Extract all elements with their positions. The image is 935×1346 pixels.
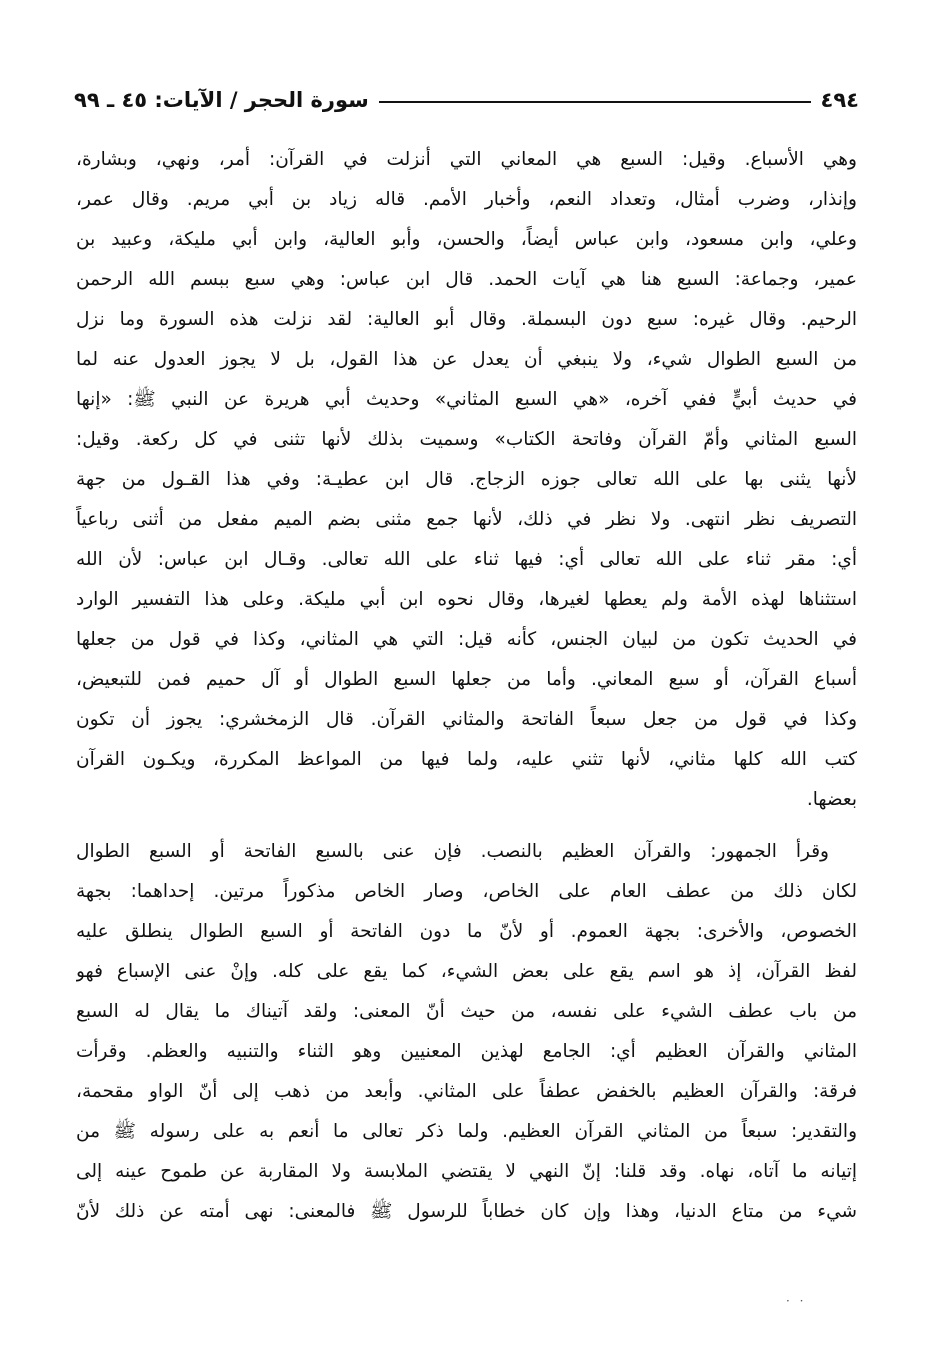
paragraph-2 — [76, 832, 857, 1232]
scan-speck: · · — [786, 1294, 807, 1308]
text-line: كتب الله كلها مثاني، لأنها تثني عليه، ولما فيها من المواعظ المكررة، ويكـون القرآن — [76, 749, 857, 770]
text-line: شيء من متاع الدنيا، وهذا وإن كان خطاباً للرسول ﷺ فالمعنى: نهى أمته عن ذلك لأنّ — [76, 1201, 857, 1222]
text-line: من السبع الطوال شيء، ولا ينبغي أن يعدل عن هذا القول، بل لا يجوز العدول عنه لما — [76, 349, 857, 370]
text-line: لأنها يثنى بها على الله تعالى جوزه الزجاج. قال ابن عطيـة: وفي هذا القـول من جهة — [76, 469, 857, 490]
surah-title: سورة الحجر / الآيات: ٤٥ ـ ٩٩ — [74, 88, 369, 112]
text-line: أسباع القرآن، أو سبع المعاني. وأما من جعلها السبع الطوال أو آل حميم فمن للتبعيض، — [76, 669, 857, 690]
text-line: في حديث أبيٍّ ففي آخره، «هي السبع المثاني» وحديث أبي هريرة عن النبي ﷺ: «إنها — [76, 389, 857, 410]
text-line: وإنذار، وضرب أمثال، وتعداد النعم، وأخبار الأمم. قاله زياد بن أبي مريم. وقال عمر، — [76, 189, 857, 210]
text-line: أي: مقر ثناء على الله تعالى أي: فيها ثناء على الله تعالى. وقـال ابن عباس: لأن الله — [76, 549, 857, 570]
text-line: السبع المثاني وأمّ القرآن وفاتحة الكتاب» وسميت بذلك لأنها تثنى في كل ركعة. وقيل: — [76, 429, 857, 450]
text-line: وعلي، وابن مسعود، وابن عباس أيضاً، والحسن، وأبو العالية، وابن أبي مليكة، وعبيد بن — [76, 229, 857, 250]
text-line: بعضها. — [806, 789, 857, 810]
header-rule — [379, 101, 811, 103]
text-line: وقرأ الجمهور: والقرآن العظيم بالنصب. فإن عنى بالسبع الفاتحة أو السبع الطوال — [76, 841, 829, 862]
text-line: المثاني والقرآن العظيم أي: الجامع لهذين المعنيين وهو الثناء والتنبيه والعظم. وقرأت — [76, 1041, 857, 1062]
text-line: لكان ذلك من عطف العام على الخاص، وصار الخاص مذكوراً مرتين. إحداهما: بجهة — [76, 881, 857, 902]
text-line: التصريف نظر انتهى. ولا نظر في ذلك، لأنها جمع مثنى بضم الميم مفعل من أثنى رباعياً — [76, 509, 857, 530]
body-text — [76, 140, 857, 1232]
text-line: وكذا في قول من جعل سبعاً الفاتحة والمثاني القرآن. قال الزمخشري: يجوز أن تكون — [76, 709, 857, 730]
text-line: والتقدير: سبعاً من المثاني القرآن العظيم. ولما ذكر تعالى ما أنعم به على رسوله ﷺ من — [76, 1121, 857, 1142]
page-number: ٤٩٤ — [820, 88, 859, 112]
text-line: الرحيم. وقال غيره: سبع دون البسملة. وقال أبو العالية: لقد نزلت هذه السورة وما نزل — [76, 309, 857, 330]
text-line: فرقة: والقرآن العظيم بالخفض عطفاً على المثاني. وأبعد من ذهب إلى أنّ الواو مقحمة، — [76, 1081, 857, 1102]
text-line: الخصوص، والأخرى: بجهة العموم. أو لأنّ ما دون الفاتحة أو السبع الطوال ينطلق عليه — [76, 921, 857, 942]
text-line: عمير، وجماعة: السبع هنا هي آيات الحمد. قال ابن عباس: وهي سبع ببسم الله الرحمن — [76, 269, 857, 290]
text-line: وهي الأسباع. وقيل: السبع هي المعاني التي أنزلت في القرآن: أمر، ونهي، وبشارة، — [76, 149, 857, 170]
text-line: لفظ القرآن، إذ هو اسم يقع على بعض الشيء، كما يقع على كله. وإنْ عنى الإسباع فهو — [76, 961, 857, 982]
paragraph-1 — [76, 140, 857, 820]
text-line: في الحديث تكون من لبيان الجنس، كأنه قيل: التي هي المثاني، وكذا في قول من جعلها — [76, 629, 857, 650]
text-line: استثناها لهذه الأمة ولم يعطها لغيرها، وقال نحوه ابن أبي مليكة. وعلى هذا التفسير الوارد — [76, 589, 857, 610]
text-line: من باب عطف الشيء على نفسه، من حيث أنّ المعنى: ولقد آتيناك ما يقال له السبع — [76, 1001, 857, 1022]
text-line: إتيانه ما آتاه، نهاه. وقد قلنا: إنّ النهي لا يقتضي الملابسة ولا المقاربة عن طموح عينه إلى — [76, 1161, 857, 1182]
running-header — [74, 84, 859, 116]
